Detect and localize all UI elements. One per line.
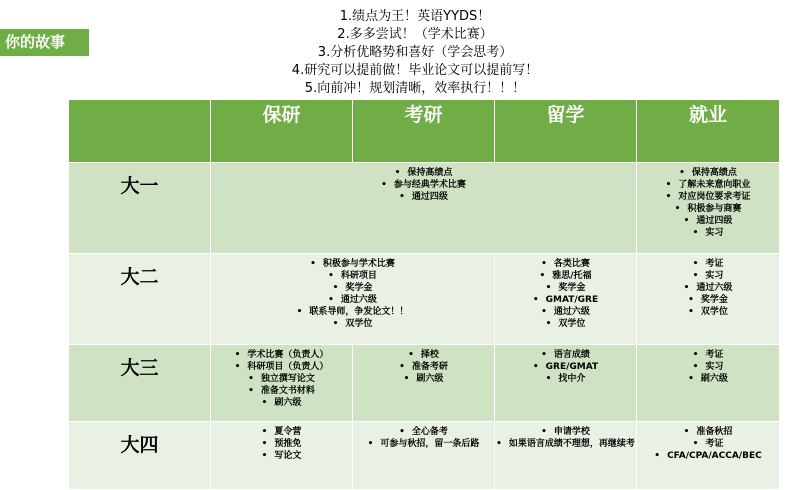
- column-header-liuxue: 留学: [495, 100, 637, 163]
- list-item: • 通过六级: [495, 306, 636, 318]
- header-row: [69, 100, 780, 163]
- list-item: • 奖学金: [637, 294, 779, 306]
- row-label: 大四: [69, 422, 211, 490]
- list-item: • GMAT/GRE: [495, 294, 636, 306]
- list-item: • 全心备考: [353, 426, 494, 438]
- list-item: • 了解未来意向职业: [637, 179, 779, 191]
- headline-list: [200, 8, 630, 98]
- list-item: • 夏令营: [211, 426, 352, 438]
- list-item: • 独立撰写论文: [211, 373, 352, 385]
- list-item: • 如果语言成绩不理想，再继续考: [495, 438, 636, 450]
- item-list: [637, 349, 779, 385]
- list-item: • 积极参与商赛: [637, 203, 779, 215]
- column-header-baoyan: 保研: [211, 100, 353, 163]
- list-item: • 实习: [637, 270, 779, 282]
- list-item: • 科研项目: [211, 270, 494, 282]
- cell-jiuye: [637, 422, 780, 490]
- item-list: [495, 349, 636, 385]
- cell-baoyan-kaoyan-liuxue: [211, 163, 637, 254]
- item-list: [637, 426, 779, 462]
- table-row: [69, 254, 780, 345]
- list-item: • 语言成绩: [495, 349, 636, 361]
- list-item: • 通过六级: [637, 282, 779, 294]
- list-item: • 择校: [353, 349, 494, 361]
- cell-liuxue: [495, 345, 637, 422]
- list-item: • 找中介: [495, 373, 636, 385]
- item-list: [637, 258, 779, 318]
- list-item: • 考证: [637, 349, 779, 361]
- list-item: • 考证: [637, 258, 779, 270]
- headline-5: 5.向前冲！规划清晰，效率执行！！！: [304, 81, 526, 96]
- list-item: • 双学位: [495, 318, 636, 330]
- list-item: • 积极参与学术比赛: [211, 258, 494, 270]
- list-item: • 雅思/托福: [495, 270, 636, 282]
- table-row: [69, 345, 780, 422]
- cell-baoyan: [211, 345, 353, 422]
- item-list: [211, 349, 352, 409]
- list-item: • 保持高绩点: [637, 167, 779, 179]
- cell-baoyan: [211, 422, 353, 490]
- column-header-jiuye: 就业: [637, 100, 780, 163]
- cell-jiuye: [637, 254, 780, 345]
- headline-2: 2.多多尝试！（学术比赛）: [337, 27, 493, 42]
- list-item: • 写论文: [211, 450, 352, 462]
- header-corner: [69, 100, 211, 163]
- list-item: • 可参与秋招，留一条后路: [353, 438, 494, 450]
- item-list: [495, 426, 636, 450]
- list-item: • 准备文书材料: [211, 385, 352, 397]
- item-list: [211, 426, 352, 462]
- item-list: [353, 426, 494, 450]
- column-header-kaoyan: 考研: [353, 100, 495, 163]
- list-item: • 实习: [637, 361, 779, 373]
- list-item: • 双学位: [637, 306, 779, 318]
- list-item: • 通过六级: [211, 294, 494, 306]
- item-list: [495, 258, 636, 330]
- list-item: • 奖学金: [211, 282, 494, 294]
- cell-liuxue: [495, 422, 637, 490]
- list-item: • 通过四级: [637, 215, 779, 227]
- list-item: • 刷六级: [353, 373, 494, 385]
- cell-baoyan-kaoyan: [211, 254, 495, 345]
- list-item: • 考证: [637, 438, 779, 450]
- list-item: • 预推免: [211, 438, 352, 450]
- list-item: • 学术比赛（负责人）: [211, 349, 352, 361]
- row-label: 大二: [69, 254, 211, 345]
- list-item: • 保持高绩点: [211, 167, 636, 179]
- item-list: [353, 349, 494, 385]
- item-list: [211, 167, 636, 203]
- item-list: [211, 258, 494, 330]
- list-item: • 刷六级: [211, 397, 352, 409]
- cell-kaoyan: [353, 345, 495, 422]
- list-item: • 科研项目（负责人）: [211, 361, 352, 373]
- list-item: • 准备秋招: [637, 426, 779, 438]
- list-item: • 对应岗位要求考证: [637, 191, 779, 203]
- headline-3: 3.分析优略势和喜好（学会思考）: [317, 45, 513, 60]
- section-tag: 你的故事: [0, 29, 89, 56]
- cell-jiuye: [637, 345, 780, 422]
- list-item: • CFA/CPA/ACCA/BEC: [637, 450, 779, 462]
- item-list: [637, 167, 779, 239]
- list-item: • 联系导师，争发论文！！: [211, 306, 494, 318]
- row-label: 大一: [69, 163, 211, 254]
- list-item: • 双学位: [211, 318, 494, 330]
- list-item: • 刷六级: [637, 373, 779, 385]
- plan-table: [68, 99, 780, 490]
- table-row: [69, 422, 780, 490]
- list-item: • 各类比赛: [495, 258, 636, 270]
- headline-1: 1.绩点为王！英语YYDS！: [339, 9, 491, 24]
- list-item: • GRE/GMAT: [495, 361, 636, 373]
- cell-kaoyan: [353, 422, 495, 490]
- headline-4: 4.研究可以提前做！毕业论文可以提前写！: [291, 63, 539, 78]
- list-item: • 实习: [637, 227, 779, 239]
- cell-liuxue: [495, 254, 637, 345]
- list-item: • 参与经典学术比赛: [211, 179, 636, 191]
- row-label: 大三: [69, 345, 211, 422]
- cell-jiuye: [637, 163, 780, 254]
- list-item: • 申请学校: [495, 426, 636, 438]
- table-row: [69, 163, 780, 254]
- list-item: • 通过四级: [211, 191, 636, 203]
- list-item: • 奖学金: [495, 282, 636, 294]
- list-item: • 准备考研: [353, 361, 494, 373]
